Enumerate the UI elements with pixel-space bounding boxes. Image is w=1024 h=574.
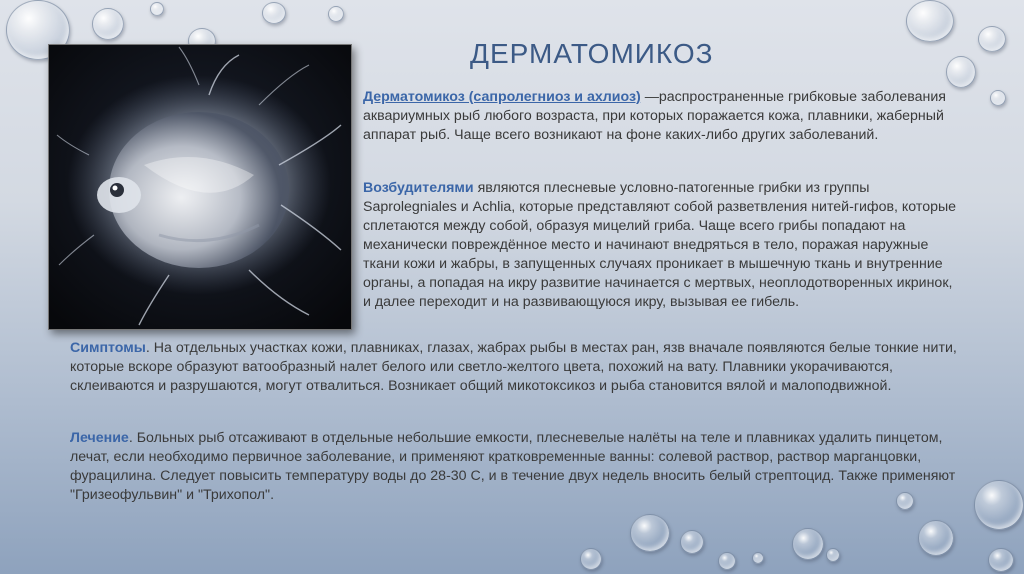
water-droplet-decoration (988, 548, 1014, 572)
slide-title: ДЕРМАТОМИКОЗ (470, 38, 714, 69)
water-droplet-decoration (92, 8, 124, 40)
water-droplet-decoration (826, 548, 840, 562)
water-droplet-decoration (150, 2, 164, 16)
pathogens-lead: Возбудителями (363, 180, 474, 196)
fish-with-fungus-photo (48, 44, 352, 330)
water-droplet-decoration (990, 90, 1006, 106)
water-droplet-decoration (918, 520, 954, 556)
definition-text: —распространенные грибковые заболевания аквариумных рыб любого возраста, при которых поражается кожа, плавники, жаберный аппарат рыб. Чаще всего возникают на фоне каких-либо других заболеваний. (363, 89, 946, 143)
symptoms-lead: Симптомы (70, 340, 146, 356)
treatment-text: . Больных рыб отсаживают в отдельные небольшие емкости, плесневелые налёты на теле и плавниках удалить пинцетом, лечат, если необходимо первичное заболевание, и применяют кратковременные ванны: солевой раствор, раствор марганцовки, фурацилина. Следует повысить температуру воды до 28-30 С, и в течение двух недель вносить белый стрептоцид. Также применяют "Гризеофульвин" и "Трихопол". (70, 430, 956, 503)
pathogens-paragraph (363, 179, 963, 312)
water-droplet-decoration (906, 0, 954, 42)
water-droplet-decoration (974, 480, 1024, 530)
water-droplet-decoration (328, 6, 344, 22)
water-droplet-decoration (946, 56, 976, 88)
pathogens-text: являются плесневые условно-патогенные грибки из группы Saprolegniales и Achlia, которые представляют собой разветвления нитей-гифов, которые сплетаются между собой, образуя мицелий гриба. Чаще всего грибы попадают на механически повреждённое место и начинают внедряться в тело, поражая наружные ткани кожи и жабры, в запущенных случаях проникает в мышечную ткань и внутренние органы, а попадая на икру развитие начинается с мертвых, неоплодотворенных икринок, и далее переходит и на развивающуюся икру, вызывая ее гибель. (363, 180, 957, 310)
treatment-paragraph (70, 429, 965, 505)
water-droplet-decoration (978, 26, 1006, 52)
water-droplet-decoration (792, 528, 824, 560)
water-droplet-decoration (580, 548, 602, 570)
treatment-lead: Лечение (70, 430, 129, 446)
water-droplet-decoration (718, 552, 736, 570)
water-droplet-decoration (630, 514, 670, 552)
definition-paragraph (363, 88, 963, 145)
water-droplet-decoration (680, 530, 704, 554)
definition-lead-link[interactable]: Дерматомикоз (сапролегниоз и ахлиоз) (363, 89, 641, 105)
symptoms-text: . На отдельных участках кожи, плавниках, глазах, жабрах рыбы в местах ран, язв вначале появляются белые тонкие нити, которые вскоре образуют ватообразный налет белого или светло-желтого цвета, похожий на вату. Плавники укорачиваются, склеиваются и разрушаются, могут отвалиться. Возникает общий микотоксикоз и рыба становится вялой и малоподвижной. (70, 340, 957, 394)
symptoms-paragraph (70, 339, 965, 396)
water-droplet-decoration (752, 552, 764, 564)
water-droplet-decoration (262, 2, 286, 24)
